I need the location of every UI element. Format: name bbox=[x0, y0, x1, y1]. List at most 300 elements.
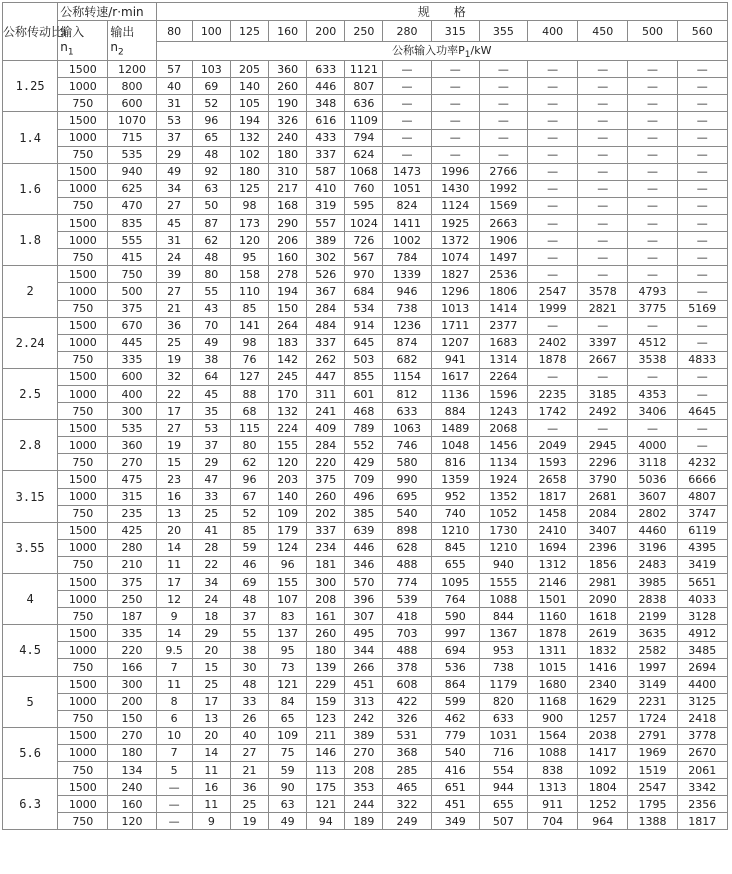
power-value-cell: 27 bbox=[230, 744, 268, 761]
size-header-cell: 200 bbox=[307, 21, 345, 42]
power-value-cell: 874 bbox=[383, 334, 431, 351]
power-value-cell: 3128 bbox=[677, 608, 727, 625]
power-value-cell: 1992 bbox=[479, 180, 527, 197]
power-value-cell: — bbox=[677, 437, 727, 454]
output-speed-cell: 715 bbox=[108, 129, 156, 146]
power-value-cell: 1569 bbox=[479, 197, 527, 214]
input-speed-cell: 1000 bbox=[58, 232, 108, 249]
power-value-cell: 824 bbox=[383, 197, 431, 214]
power-value-cell: 2038 bbox=[578, 727, 628, 744]
output-speed-cell: 535 bbox=[108, 420, 156, 437]
table-row bbox=[3, 249, 728, 266]
power-value-cell: 4000 bbox=[628, 437, 677, 454]
power-value-cell: 2663 bbox=[479, 215, 527, 232]
power-value-cell: 774 bbox=[383, 574, 431, 591]
power-value-cell: 1136 bbox=[431, 385, 479, 402]
power-value-cell: 385 bbox=[345, 505, 383, 522]
power-value-cell: 183 bbox=[269, 334, 307, 351]
ratio-cell: 2.5 bbox=[3, 368, 58, 419]
table-row bbox=[3, 710, 728, 727]
power-value-cell: 24 bbox=[156, 249, 192, 266]
power-value-cell: 12 bbox=[156, 591, 192, 608]
power-value-cell: 38 bbox=[192, 351, 230, 368]
power-value-cell: 488 bbox=[383, 556, 431, 573]
power-value-cell: 52 bbox=[230, 505, 268, 522]
power-value-cell: — bbox=[431, 61, 479, 78]
output-speed-cell: 625 bbox=[108, 180, 156, 197]
input-speed-cell: 1500 bbox=[58, 163, 108, 180]
power-value-cell: 433 bbox=[307, 129, 345, 146]
size-header-cell: 280 bbox=[383, 21, 431, 42]
power-value-cell: 270 bbox=[345, 744, 383, 761]
power-value-cell: 57 bbox=[156, 61, 192, 78]
table-row bbox=[3, 659, 728, 676]
output-speed-cell: 940 bbox=[108, 163, 156, 180]
power-value-cell: — bbox=[628, 317, 677, 334]
table-row bbox=[3, 437, 728, 454]
input-speed-cell: 1000 bbox=[58, 693, 108, 710]
power-value-cell: 244 bbox=[345, 796, 383, 813]
table-row bbox=[3, 266, 728, 283]
power-value-cell: 234 bbox=[307, 539, 345, 556]
power-value-cell: — bbox=[628, 112, 677, 129]
power-value-cell: 16 bbox=[192, 779, 230, 796]
power-value-cell: 570 bbox=[345, 574, 383, 591]
ratio-cell: 2.24 bbox=[3, 317, 58, 368]
power-value-cell: 2694 bbox=[677, 659, 727, 676]
power-value-cell: 2356 bbox=[677, 796, 727, 813]
power-value-cell: 704 bbox=[528, 813, 578, 830]
power-value-cell: 416 bbox=[431, 762, 479, 779]
power-value-cell: 378 bbox=[383, 659, 431, 676]
input-speed-cell: 1000 bbox=[58, 180, 108, 197]
power-value-cell: 65 bbox=[269, 710, 307, 727]
power-value-cell: 179 bbox=[269, 522, 307, 539]
power-value-cell: 1458 bbox=[528, 505, 578, 522]
input-speed-cell: 1000 bbox=[58, 796, 108, 813]
output-speed-cell: 210 bbox=[108, 556, 156, 573]
power-value-cell: 1555 bbox=[479, 574, 527, 591]
output-speed-cell: 360 bbox=[108, 437, 156, 454]
power-value-cell: 2802 bbox=[628, 505, 677, 522]
power-value-cell: 63 bbox=[192, 180, 230, 197]
output-speed-cell: 750 bbox=[108, 266, 156, 283]
power-value-cell: 337 bbox=[307, 334, 345, 351]
power-value-cell: 624 bbox=[345, 146, 383, 163]
power-value-cell: 2235 bbox=[528, 385, 578, 402]
power-value-cell: 964 bbox=[578, 813, 628, 830]
power-value-cell: — bbox=[677, 112, 727, 129]
power-value-cell: 102 bbox=[230, 146, 268, 163]
power-value-cell: 322 bbox=[383, 796, 431, 813]
power-value-cell: 2536 bbox=[479, 266, 527, 283]
power-value-cell: 36 bbox=[156, 317, 192, 334]
table-row bbox=[3, 283, 728, 300]
power-value-cell: 4645 bbox=[677, 403, 727, 420]
input-speed-label: 输入 bbox=[60, 25, 85, 40]
power-value-cell: — bbox=[528, 420, 578, 437]
output-speed-cell: 555 bbox=[108, 232, 156, 249]
power-value-cell: 35 bbox=[192, 403, 230, 420]
input-speed-cell: 750 bbox=[58, 608, 108, 625]
power-value-cell: — bbox=[677, 197, 727, 214]
power-value-cell: — bbox=[528, 215, 578, 232]
power-value-cell: 55 bbox=[192, 283, 230, 300]
power-value-cell: 202 bbox=[307, 505, 345, 522]
input-speed-cell: 1000 bbox=[58, 488, 108, 505]
power-value-cell: 1068 bbox=[345, 163, 383, 180]
power-value-cell: 96 bbox=[192, 112, 230, 129]
power-value-cell: 4460 bbox=[628, 522, 677, 539]
power-value-cell: 1593 bbox=[528, 454, 578, 471]
power-value-cell: — bbox=[628, 249, 677, 266]
power-value-cell: 208 bbox=[307, 591, 345, 608]
power-value-cell: 807 bbox=[345, 78, 383, 95]
power-value-cell: 307 bbox=[345, 608, 383, 625]
power-value-cell: 302 bbox=[307, 249, 345, 266]
power-value-cell: 655 bbox=[479, 796, 527, 813]
power-value-cell: 10 bbox=[156, 727, 192, 744]
ratio-cell: 3.15 bbox=[3, 471, 58, 522]
output-speed-cell: 600 bbox=[108, 368, 156, 385]
power-value-cell: 34 bbox=[156, 180, 192, 197]
power-value-cell: 1052 bbox=[479, 505, 527, 522]
power-value-cell: 2061 bbox=[677, 762, 727, 779]
power-value-cell: — bbox=[578, 78, 628, 95]
power-value-cell: 1160 bbox=[528, 608, 578, 625]
power-value-cell: 103 bbox=[192, 61, 230, 78]
power-value-cell: — bbox=[628, 146, 677, 163]
power-value-cell: — bbox=[431, 129, 479, 146]
power-value-cell: 25 bbox=[192, 676, 230, 693]
power-value-cell: 159 bbox=[307, 693, 345, 710]
power-value-cell: — bbox=[431, 112, 479, 129]
power-value-cell: 3778 bbox=[677, 727, 727, 744]
power-value-cell: 864 bbox=[431, 676, 479, 693]
power-value-cell: 205 bbox=[230, 61, 268, 78]
power-value-cell: 1257 bbox=[578, 710, 628, 727]
power-value-cell: 278 bbox=[269, 266, 307, 283]
power-value-cell: 24 bbox=[192, 591, 230, 608]
table-row bbox=[3, 813, 728, 830]
output-speed-cell: 475 bbox=[108, 471, 156, 488]
power-value-cell: 1243 bbox=[479, 403, 527, 420]
output-speed-cell: 400 bbox=[108, 385, 156, 402]
power-value-cell: 4232 bbox=[677, 454, 727, 471]
table-row bbox=[3, 300, 728, 317]
power-value-cell: 3149 bbox=[628, 676, 677, 693]
input-speed-cell: 1500 bbox=[58, 471, 108, 488]
power-value-cell: 655 bbox=[431, 556, 479, 573]
input-speed-cell: 750 bbox=[58, 146, 108, 163]
power-value-cell: 33 bbox=[230, 693, 268, 710]
ratio-cell: 5.6 bbox=[3, 727, 58, 778]
power-value-cell: 396 bbox=[345, 591, 383, 608]
ratio-cell: 1.6 bbox=[3, 163, 58, 214]
power-value-cell: 11 bbox=[192, 762, 230, 779]
power-value-cell: — bbox=[528, 317, 578, 334]
power-value-cell: 2483 bbox=[628, 556, 677, 573]
power-value-cell: 2146 bbox=[528, 574, 578, 591]
power-value-cell: 3118 bbox=[628, 454, 677, 471]
power-value-cell: 92 bbox=[192, 163, 230, 180]
power-value-cell: 1456 bbox=[479, 437, 527, 454]
input-speed-cell: 750 bbox=[58, 813, 108, 830]
power-value-cell: 507 bbox=[479, 813, 527, 830]
power-value-cell: 16 bbox=[156, 488, 192, 505]
power-header-unit: /kW bbox=[470, 44, 492, 57]
table-row bbox=[3, 488, 728, 505]
power-value-cell: — bbox=[578, 180, 628, 197]
power-value-cell: 9 bbox=[156, 608, 192, 625]
power-value-cell: 4395 bbox=[677, 539, 727, 556]
power-value-cell: 65 bbox=[192, 129, 230, 146]
power-value-cell: 20 bbox=[156, 522, 192, 539]
output-speed-cell: 280 bbox=[108, 539, 156, 556]
power-value-cell: 344 bbox=[345, 642, 383, 659]
power-value-cell: 2084 bbox=[578, 505, 628, 522]
power-value-cell: — bbox=[528, 368, 578, 385]
spec-header-label: 规 格 bbox=[417, 5, 466, 19]
power-value-cell: 109 bbox=[269, 505, 307, 522]
power-value-cell: 1339 bbox=[383, 266, 431, 283]
power-value-cell: 633 bbox=[479, 710, 527, 727]
input-speed-cell: 750 bbox=[58, 351, 108, 368]
power-value-cell: 4353 bbox=[628, 385, 677, 402]
power-value-cell: 67 bbox=[230, 488, 268, 505]
power-value-cell: 1048 bbox=[431, 437, 479, 454]
power-value-cell: 738 bbox=[383, 300, 431, 317]
power-value-cell: 1680 bbox=[528, 676, 578, 693]
ratio-cell: 2.8 bbox=[3, 420, 58, 471]
power-value-cell: 838 bbox=[528, 762, 578, 779]
table-row bbox=[3, 556, 728, 573]
power-value-cell: 120 bbox=[230, 232, 268, 249]
power-value-cell: 5169 bbox=[677, 300, 727, 317]
input-speed-cell: 1500 bbox=[58, 61, 108, 78]
output-speed-cell: 1070 bbox=[108, 112, 156, 129]
power-value-cell: 96 bbox=[230, 471, 268, 488]
power-value-cell: 1430 bbox=[431, 180, 479, 197]
ratio-cell: 4.5 bbox=[3, 625, 58, 676]
input-speed-cell: 1500 bbox=[58, 317, 108, 334]
power-value-cell: 19 bbox=[156, 351, 192, 368]
power-value-cell: 26 bbox=[230, 710, 268, 727]
power-value-cell: 1878 bbox=[528, 625, 578, 642]
power-value-cell: 224 bbox=[269, 420, 307, 437]
input-speed-cell: 750 bbox=[58, 403, 108, 420]
output-speed-cell: 120 bbox=[108, 813, 156, 830]
power-value-cell: 3578 bbox=[578, 283, 628, 300]
power-value-cell: 1095 bbox=[431, 574, 479, 591]
power-value-cell: 709 bbox=[345, 471, 383, 488]
power-value-cell: 22 bbox=[156, 385, 192, 402]
power-value-cell: 2670 bbox=[677, 744, 727, 761]
power-value-cell: — bbox=[431, 95, 479, 112]
power-value-cell: 1154 bbox=[383, 368, 431, 385]
power-value-cell: 3419 bbox=[677, 556, 727, 573]
power-value-cell: 1121 bbox=[345, 61, 383, 78]
output-speed-cell: 270 bbox=[108, 454, 156, 471]
power-value-cell: 53 bbox=[156, 112, 192, 129]
power-value-cell: 110 bbox=[230, 283, 268, 300]
power-value-cell: 914 bbox=[345, 317, 383, 334]
power-value-cell: 59 bbox=[230, 539, 268, 556]
power-value-cell: 534 bbox=[345, 300, 383, 317]
output-speed-cell: 200 bbox=[108, 693, 156, 710]
power-value-cell: 2619 bbox=[578, 625, 628, 642]
power-value-cell: 6119 bbox=[677, 522, 727, 539]
power-value-cell: 5651 bbox=[677, 574, 727, 591]
power-value-cell: — bbox=[677, 95, 727, 112]
power-value-cell: — bbox=[479, 112, 527, 129]
power-value-cell: 1002 bbox=[383, 232, 431, 249]
power-value-cell: 784 bbox=[383, 249, 431, 266]
power-value-cell: 290 bbox=[269, 215, 307, 232]
power-value-cell: 595 bbox=[345, 197, 383, 214]
power-value-cell: 3747 bbox=[677, 505, 727, 522]
power-value-cell: — bbox=[528, 180, 578, 197]
power-value-cell: 173 bbox=[230, 215, 268, 232]
power-value-cell: — bbox=[677, 317, 727, 334]
power-value-cell: 1473 bbox=[383, 163, 431, 180]
power-value-cell: 1359 bbox=[431, 471, 479, 488]
power-value-cell: 1312 bbox=[528, 556, 578, 573]
power-value-cell: 240 bbox=[269, 129, 307, 146]
power-value-cell: 1742 bbox=[528, 403, 578, 420]
power-value-cell: 4400 bbox=[677, 676, 727, 693]
power-value-cell: 554 bbox=[479, 762, 527, 779]
power-value-cell: — bbox=[479, 78, 527, 95]
power-value-cell: 121 bbox=[269, 676, 307, 693]
input-speed-cell: 750 bbox=[58, 197, 108, 214]
output-speed-cell: 220 bbox=[108, 642, 156, 659]
power-value-cell: 451 bbox=[431, 796, 479, 813]
power-value-cell: — bbox=[528, 95, 578, 112]
power-value-cell: 695 bbox=[383, 488, 431, 505]
ratio-cell: 4 bbox=[3, 574, 58, 625]
power-value-cell: 496 bbox=[345, 488, 383, 505]
power-value-cell: 587 bbox=[307, 163, 345, 180]
power-value-cell: 1236 bbox=[383, 317, 431, 334]
power-value-cell: — bbox=[528, 266, 578, 283]
output-speed-subscript: 2 bbox=[118, 47, 124, 58]
size-header-cell: 100 bbox=[192, 21, 230, 42]
power-value-cell: 88 bbox=[230, 385, 268, 402]
power-value-cell: 63 bbox=[269, 796, 307, 813]
power-value-cell: 180 bbox=[230, 163, 268, 180]
input-speed-cell: 1500 bbox=[58, 676, 108, 693]
ratio-cell: 2 bbox=[3, 266, 58, 317]
power-value-cell: — bbox=[677, 163, 727, 180]
power-value-cell: 2681 bbox=[578, 488, 628, 505]
power-value-cell: 1617 bbox=[431, 368, 479, 385]
power-value-cell: 760 bbox=[345, 180, 383, 197]
power-value-cell: 446 bbox=[307, 78, 345, 95]
power-value-cell: 29 bbox=[156, 146, 192, 163]
power-value-cell: — bbox=[156, 779, 192, 796]
power-value-cell: 220 bbox=[307, 454, 345, 471]
power-value-cell: — bbox=[677, 249, 727, 266]
output-speed-cell: 134 bbox=[108, 762, 156, 779]
power-value-cell: 684 bbox=[345, 283, 383, 300]
power-value-cell: 175 bbox=[307, 779, 345, 796]
power-value-cell: 1063 bbox=[383, 420, 431, 437]
power-value-cell: 503 bbox=[345, 351, 383, 368]
table-row bbox=[3, 744, 728, 761]
power-value-cell: 1051 bbox=[383, 180, 431, 197]
power-value-cell: 19 bbox=[230, 813, 268, 830]
power-value-cell: 1134 bbox=[479, 454, 527, 471]
input-speed-cell: 1000 bbox=[58, 744, 108, 761]
power-value-cell: 37 bbox=[156, 129, 192, 146]
input-speed-cell: 1500 bbox=[58, 420, 108, 437]
power-value-cell: 946 bbox=[383, 283, 431, 300]
power-value-cell: 208 bbox=[345, 762, 383, 779]
spec-header bbox=[156, 3, 727, 21]
power-value-cell: — bbox=[578, 197, 628, 214]
power-value-cell: — bbox=[578, 61, 628, 78]
output-speed-cell: 1200 bbox=[108, 61, 156, 78]
power-value-cell: 25 bbox=[192, 505, 230, 522]
power-value-cell: 3196 bbox=[628, 539, 677, 556]
output-speed-cell: 187 bbox=[108, 608, 156, 625]
power-value-cell: 911 bbox=[528, 796, 578, 813]
power-value-cell: 4512 bbox=[628, 334, 677, 351]
power-value-cell: 2582 bbox=[628, 642, 677, 659]
power-value-cell: — bbox=[578, 146, 628, 163]
power-value-cell: 940 bbox=[479, 556, 527, 573]
power-value-cell: 1564 bbox=[528, 727, 578, 744]
power-value-cell: — bbox=[628, 163, 677, 180]
power-value-cell: 1416 bbox=[578, 659, 628, 676]
power-value-cell: 4912 bbox=[677, 625, 727, 642]
size-header-cell: 500 bbox=[628, 21, 677, 42]
power-value-cell: — bbox=[677, 368, 727, 385]
power-value-cell: — bbox=[578, 215, 628, 232]
power-value-cell: 262 bbox=[307, 351, 345, 368]
power-value-cell: — bbox=[677, 385, 727, 402]
power-value-cell: 410 bbox=[307, 180, 345, 197]
power-value-cell: 1314 bbox=[479, 351, 527, 368]
power-value-cell: 1388 bbox=[628, 813, 677, 830]
power-value-cell: 260 bbox=[307, 625, 345, 642]
power-value-cell: 8 bbox=[156, 693, 192, 710]
power-value-cell: 1013 bbox=[431, 300, 479, 317]
size-header-cell: 125 bbox=[230, 21, 268, 42]
power-value-cell: 260 bbox=[307, 488, 345, 505]
power-value-cell: 389 bbox=[345, 727, 383, 744]
power-value-cell: — bbox=[479, 129, 527, 146]
power-value-cell: 62 bbox=[230, 454, 268, 471]
power-value-cell: 98 bbox=[230, 334, 268, 351]
power-value-cell: 98 bbox=[230, 197, 268, 214]
power-value-cell: 285 bbox=[383, 762, 431, 779]
power-value-cell: 536 bbox=[431, 659, 479, 676]
power-value-cell: — bbox=[628, 197, 677, 214]
output-speed-cell: 425 bbox=[108, 522, 156, 539]
input-speed-cell: 1000 bbox=[58, 591, 108, 608]
power-value-cell: 567 bbox=[345, 249, 383, 266]
size-header-cell: 315 bbox=[431, 21, 479, 42]
power-value-cell: 319 bbox=[307, 197, 345, 214]
power-value-cell: 953 bbox=[479, 642, 527, 659]
power-value-cell: 52 bbox=[192, 95, 230, 112]
power-value-cell: 2377 bbox=[479, 317, 527, 334]
power-value-cell: 62 bbox=[192, 232, 230, 249]
power-value-cell: 1372 bbox=[431, 232, 479, 249]
power-value-cell: 211 bbox=[307, 727, 345, 744]
